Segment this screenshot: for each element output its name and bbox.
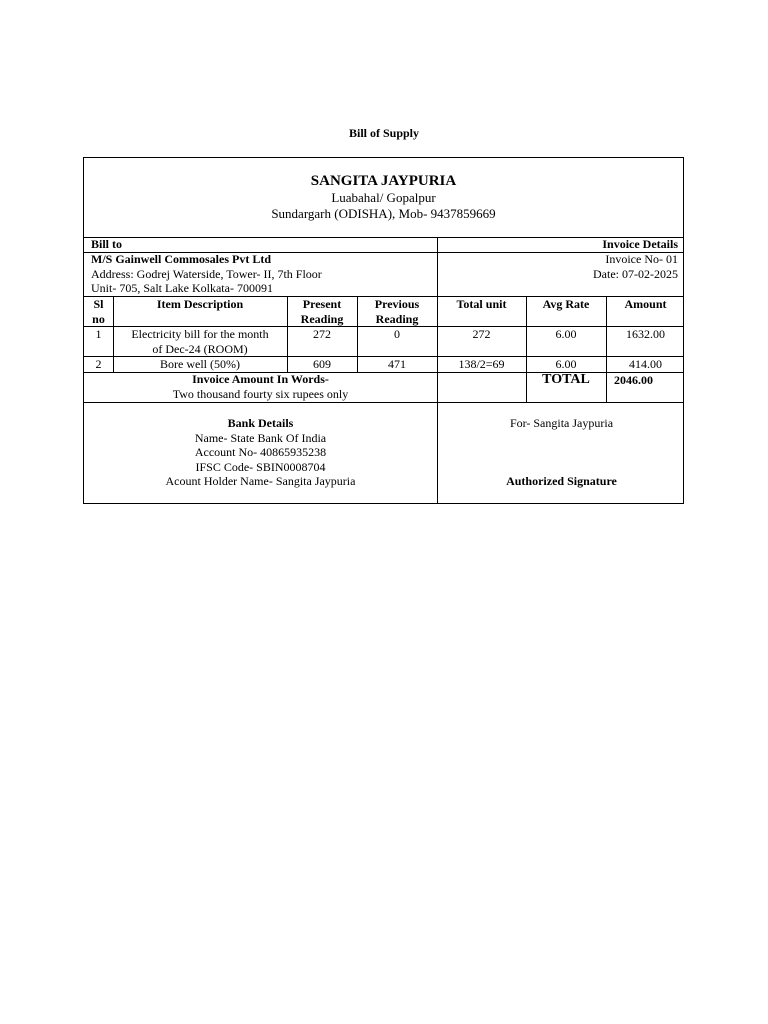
header-total-unit: Total unit xyxy=(456,297,507,311)
row1-total-unit: 272 xyxy=(472,327,491,341)
header-previous-line1: Previous xyxy=(374,297,420,311)
invoice-date: Date: 07-02-2025 xyxy=(593,267,678,281)
row1-previous: 0 xyxy=(394,327,400,341)
signature-for: For- Sangita Jaypuria xyxy=(509,416,614,430)
total-label: TOTAL xyxy=(542,372,590,387)
row1-amount: 1632.00 xyxy=(626,327,665,341)
seller-name: SANGITA JAYPURIA xyxy=(310,173,457,189)
header-sl xyxy=(84,297,113,327)
bill-to-label: Bill to xyxy=(91,237,123,251)
header-sl-line1: Sl xyxy=(93,297,104,311)
row2-total-unit: 138/2=69 xyxy=(458,357,505,371)
row1-description xyxy=(113,327,287,357)
row2-amount: 414.00 xyxy=(629,357,662,371)
row2-description: Bore well (50%) xyxy=(160,357,240,371)
header-previous-line2: Reading xyxy=(375,312,419,326)
row1-description-line1: Electricity bill for the month xyxy=(131,327,269,341)
row2-avg-rate: 6.00 xyxy=(555,357,577,371)
document-title: Bill of Supply xyxy=(348,126,420,140)
invoice-details-label: Invoice Details xyxy=(602,237,678,251)
bank-name: Name- State Bank Of India xyxy=(194,430,327,445)
invoice-number: Invoice No- 01 xyxy=(605,252,678,266)
row2-sl: 2 xyxy=(95,357,102,371)
bill-to-address-line1: Address: Godrej Waterside, Tower- II, 7th Floor xyxy=(91,267,322,281)
row1-present: 272 xyxy=(313,327,331,341)
header-sl-line2: no xyxy=(92,312,105,326)
header-present-line2: Reading xyxy=(300,312,344,326)
header-description: Item Description xyxy=(156,297,244,311)
bank-account-holder: Acount Holder Name- Sangita Jaypuria xyxy=(165,474,356,488)
bank-ifsc-code: IFSC Code- SBIN0008704 xyxy=(195,459,326,474)
amount-in-words xyxy=(84,372,437,402)
row1-sl: 1 xyxy=(95,327,102,341)
divider xyxy=(84,402,683,403)
header-previous-reading xyxy=(357,297,437,327)
header-present-reading xyxy=(287,297,357,327)
row2-previous: 471 xyxy=(388,357,406,371)
row1-avg-rate: 6.00 xyxy=(555,327,577,341)
header-present-line1: Present xyxy=(302,297,342,311)
bank-account-number: Account No- 40865935238 xyxy=(194,445,327,459)
row2-present: 609 xyxy=(313,357,331,371)
bill-to-company: M/S Gainwell Commosales Pvt Ltd xyxy=(91,252,271,266)
invoice-frame xyxy=(83,157,684,504)
amount-in-words-label: Invoice Amount In Words- xyxy=(192,372,329,386)
amount-in-words-value: Two thousand fourty six rupees only xyxy=(172,387,349,401)
authorized-signature: Authorized Signature xyxy=(506,474,617,488)
total-value: 2046.00 xyxy=(614,373,653,387)
seller-address-line1: Luabahal/ Gopalpur xyxy=(331,190,436,205)
header-avg-rate: Avg Rate xyxy=(542,297,590,311)
bank-details xyxy=(84,416,437,489)
row1-description-line2: of Dec-24 (ROOM) xyxy=(152,342,248,356)
bank-details-title: Bank Details xyxy=(227,416,294,430)
seller-header xyxy=(84,158,683,238)
header-amount: Amount xyxy=(624,297,667,311)
seller-address-line2: Sundargarh (ODISHA), Mob- 9437859669 xyxy=(271,206,496,221)
bill-to-address-line2: Unit- 705, Salt Lake Kolkata- 700091 xyxy=(91,281,273,295)
